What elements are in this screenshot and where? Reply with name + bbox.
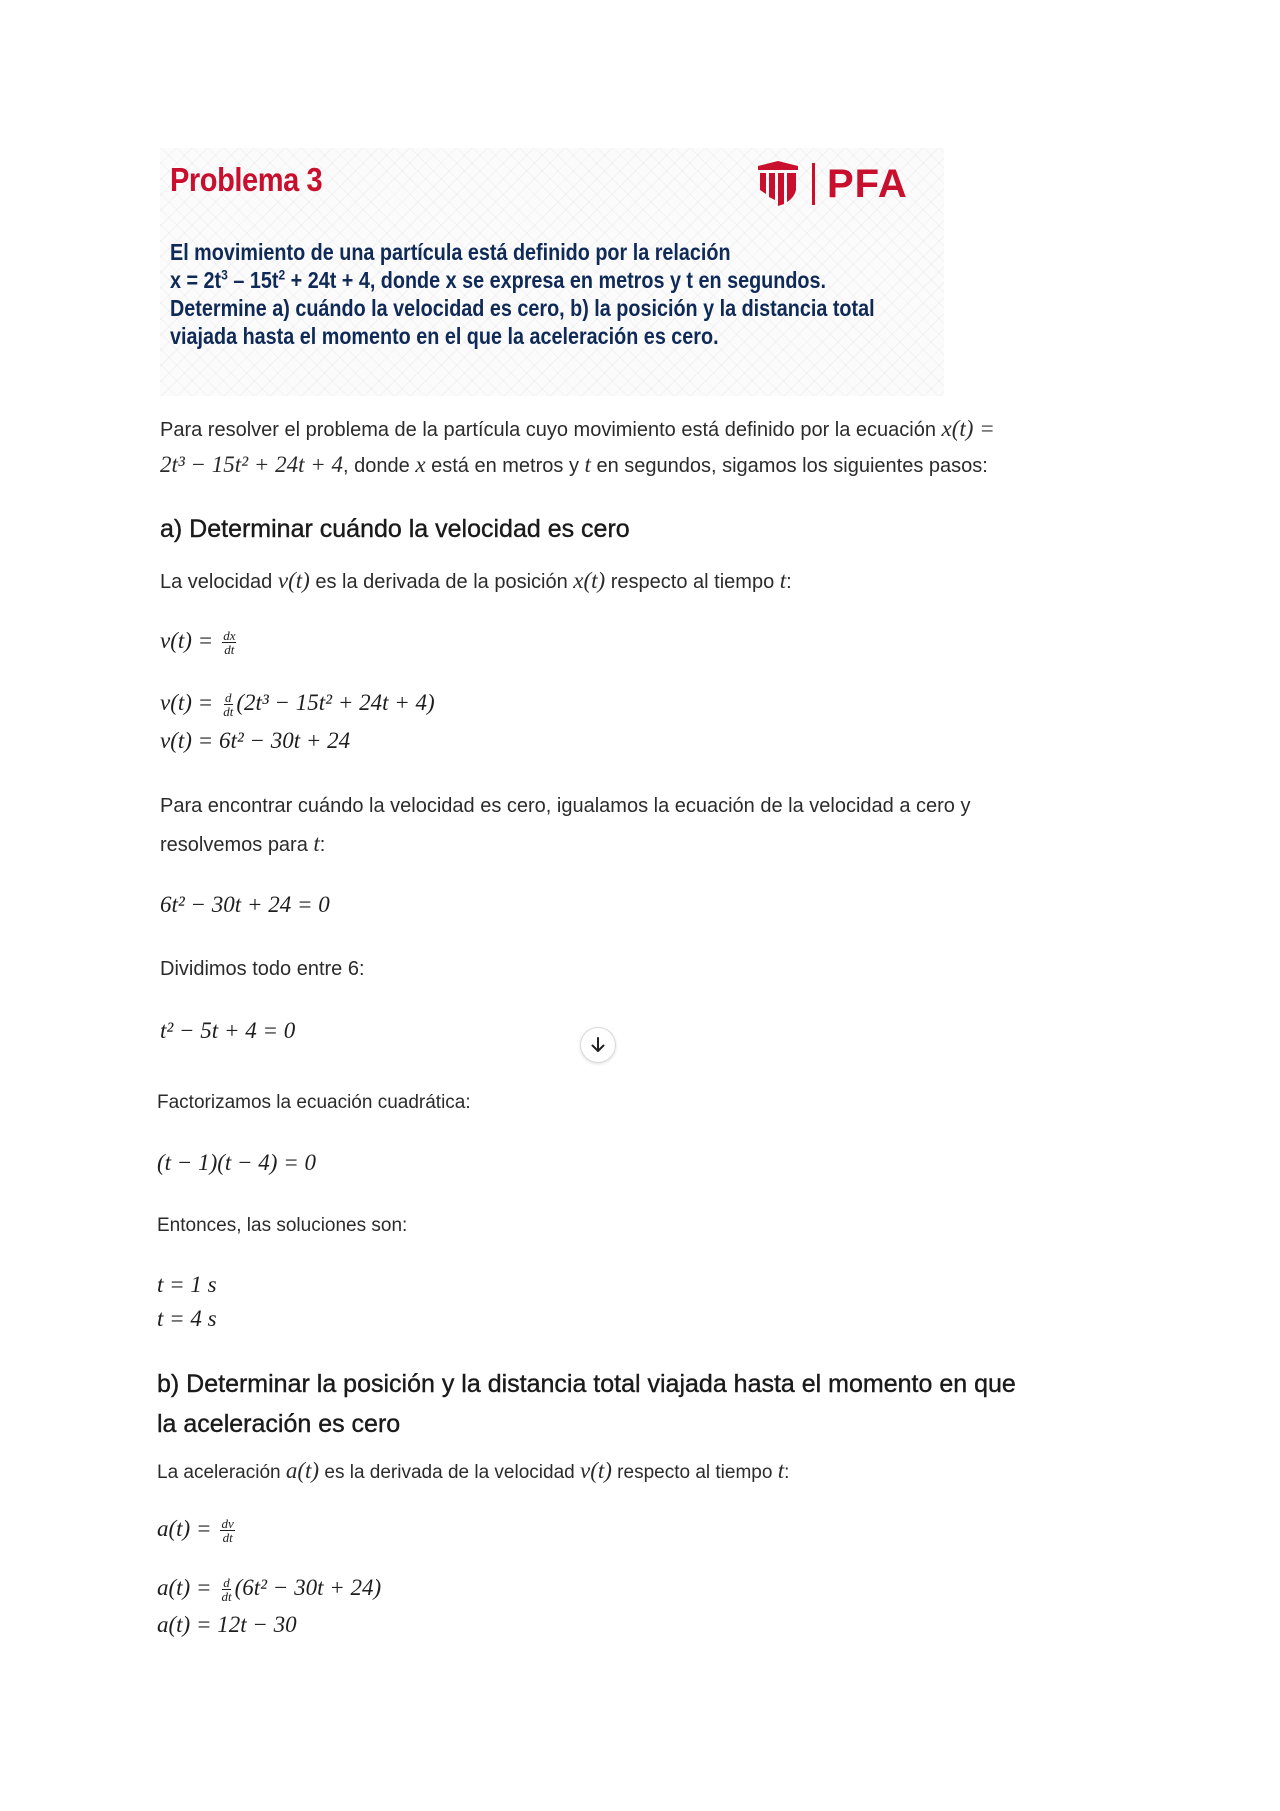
statement-line: viajada hasta el momento en el que la aceleración es cero. [170,323,719,349]
text: es la derivada de la velocidad [319,1462,580,1483]
statement-exponent: 2 [278,266,286,283]
math: x(t) [573,568,606,593]
section-a-paragraph-2: Para encontrar cuándo la velocidad es cero, igualamos la ecuación de la velocidad a cero y [160,795,971,817]
fraction-numerator: d [225,689,232,705]
equation-lhs: a(t) = [157,1575,212,1600]
statement-text: + 24t + 4, donde x se expresa en metros y t en segundos. [285,267,827,293]
section-a-paragraph-1 [160,568,792,594]
equation-rhs: (2t³ − 15t² + 24t + 4) [236,690,435,715]
math: t [313,831,320,856]
math: v(t) [579,1458,612,1483]
problem-banner [160,148,944,396]
fraction-denominator: dt [222,1529,233,1545]
equation-lhs: v(t) = [160,628,214,653]
section-a-paragraph-4: Dividimos todo entre 6: [160,958,365,980]
text: respecto al tiempo [605,571,780,593]
math: t [777,1458,785,1483]
equation-simplified: t² − 5t + 4 = 0 [160,1018,296,1043]
section-a-paragraph-6: Entonces, las soluciones son: [157,1215,408,1236]
fraction-numerator: d [223,1574,230,1590]
logo-text: PFA [827,161,908,206]
equation-v-result: v(t) = 6t² − 30t + 24 [160,728,351,753]
fraction [222,691,234,718]
text: : [786,571,792,593]
text: respecto al tiempo [611,1462,778,1483]
section-b-heading-line-2: la aceleración es cero [157,1410,401,1438]
problem-statement [170,238,910,350]
text: : [319,834,326,856]
equation-v-zero: 6t² − 30t + 24 = 0 [160,892,330,917]
equation-a-definition [157,1516,237,1544]
intro-text: Para resolver el problema de la partícula cuyo movimiento está definido por la ecuación [160,419,936,441]
fraction-numerator: dv [221,1515,234,1531]
intro-line-1 [160,416,995,442]
equation-a-result: a(t) = 12t − 30 [157,1612,297,1637]
equation-lhs: a(t) = [157,1516,212,1541]
fraction [222,629,236,656]
statement-line-equation [170,266,910,294]
scroll-down-button[interactable] [580,1027,616,1063]
fraction-denominator: dt [221,1588,232,1604]
solution-1: t = 1 s [157,1272,217,1297]
intro-text: está en metros y [425,455,585,477]
text: es la derivada de la posición [309,571,574,593]
fraction-numerator: dx [223,627,236,643]
intro-math: t [584,452,591,477]
intro-math: 2t³ − 15t² + 24t + 4 [160,452,344,477]
intro-text: , donde [343,455,416,477]
equation-a-derivative [157,1575,381,1603]
math: v(t) [277,568,310,593]
intro-math: x [415,452,426,477]
equation-lhs: v(t) = [160,690,214,715]
fraction [220,1576,232,1603]
equation-v-definition [160,628,238,656]
section-b-paragraph-1 [157,1458,789,1484]
intro-line-2 [160,452,988,478]
fraction [220,1517,234,1544]
intro-math: x(t) = [941,416,995,441]
fraction-denominator: dt [223,703,234,719]
statement-line: El movimiento de una partícula está definido por la relación [170,239,731,265]
statement-text: – 15t [227,267,279,293]
equation-rhs: (6t² − 30t + 24) [234,1575,382,1600]
text: resolvemos para [160,834,314,856]
solution-2: t = 4 s [157,1306,217,1331]
pfa-logo [756,156,908,212]
shield-logo-icon [756,160,800,208]
section-b-heading-line-1: b) Determinar la posición y la distancia total viajada hasta el momento en que [157,1370,1016,1398]
section-a-paragraph-3 [160,831,325,857]
statement-line: Determine a) cuándo la velocidad es cero, b) la posición y la distancia total [170,295,875,321]
statement-text: x = 2t [170,267,222,293]
section-a-paragraph-5: Factorizamos la ecuación cuadrática: [157,1092,471,1113]
equation-factored: (t − 1)(t − 4) = 0 [157,1150,316,1175]
section-a-heading: a) Determinar cuándo la velocidad es cero [160,515,630,543]
intro-text: en segundos, sigamos los siguientes pasos: [590,455,988,477]
problem-title: Problema 3 [170,161,323,198]
fraction-denominator: dt [224,641,235,657]
text: : [784,1462,790,1483]
statement-exponent: 3 [221,266,228,283]
math: t [779,568,787,593]
text: La aceleración [157,1462,286,1483]
arrow-down-icon [589,1036,607,1054]
equation-v-derivative [160,690,435,718]
logo-divider [812,163,815,205]
text: La velocidad [160,571,278,593]
math: a(t) [285,1458,320,1483]
